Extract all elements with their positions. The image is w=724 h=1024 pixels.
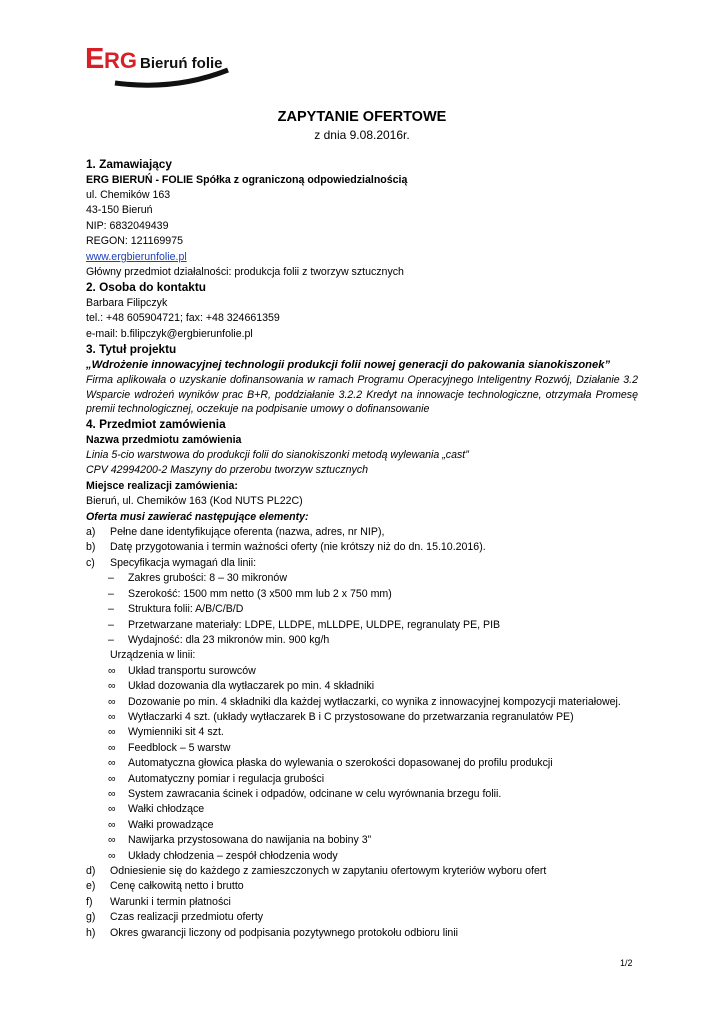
document-body [86,157,638,941]
spec-text: Zakres grubości: 8 – 30 mikronów [128,572,287,585]
spec-item [86,633,638,648]
company-name: ERG BIERUŃ - FOLIE Spółka z ograniczoną odpowiedzialnością [86,173,408,186]
logo-graphic [85,39,235,91]
device-text: Układ dozowania dla wytłaczarek po min. 4 składniki [128,680,375,693]
list-item-d [86,864,638,879]
place-label: Miejsce realizacji zamówienia: [86,479,238,492]
list-label: d) [86,865,96,877]
company-nip: NIP: 6832049439 [86,219,169,232]
company-street: ul. Chemików 163 [86,189,171,201]
company-logo [85,39,235,91]
order-name-label: Nazwa przedmiotu zamówienia [86,433,242,446]
list-label: f) [86,895,93,908]
list-label: h) [86,926,96,939]
website-link[interactable]: www.ergbierunfolie.pl [86,250,187,263]
device-item [86,772,638,787]
infinity-bullet: ∞ [108,757,116,770]
infinity-bullet: ∞ [108,849,116,862]
logo-letters-rg: RG [104,48,137,73]
spec-text: Struktura folii: A/B/C/B/D [128,603,244,616]
spec-item [86,618,638,633]
list-item-e [86,879,638,894]
contact-email: e-mail: b.filipczyk@ergbierunfolie.pl [86,327,253,340]
logo-name: Bieruń folie [140,55,223,72]
infinity-bullet: ∞ [108,695,116,708]
list-item-b [86,540,638,555]
device-text: Wałki chłodzące [128,803,205,816]
section-2-heading: 2. Osoba do kontaktu [86,280,206,295]
spec-item [86,587,638,602]
list-text: Cenę całkowitą netto i brutto [110,880,244,893]
contact-name: Barbara Filipczyk [86,297,168,310]
infinity-bullet: ∞ [108,664,116,677]
list-item-f [86,895,638,910]
device-item [86,802,638,817]
device-item [86,756,638,771]
devices-label: Urządzenia w linii: [110,649,196,662]
spec-text: Przetwarzane materiały: LDPE, LLDPE, mLLDPE, ULDPE, regranulaty PE, PIB [128,618,501,631]
project-description: Firma aplikowała o uzyskanie dofinansowania w ramach Programu Operacyjnego Inteligentny Rozwój, Działanie 3.2 Wsparcie wdrożeń wyników prac B+R, poddziałanie 3.2.2 Kredyt na innowacje technologiczne, otrzymała Promesę premii technologicznej, oczekuje na podpisanie umowy o dofinansowanie [86,374,638,416]
document-date: z dnia 9.08.2016r. [314,128,410,142]
company-activity: Główny przedmiot działalności: produkcja folii z tworzyw sztucznych [86,266,404,279]
device-item [86,833,638,848]
device-item [86,679,638,694]
device-item [86,695,638,710]
place-value: Bieruń, ul. Chemików 163 (Kod NUTS PL22C) [86,495,303,508]
spec-text: Wydajność: dla 23 mikronów min. 900 kg/h [128,633,330,646]
infinity-bullet: ∞ [108,834,116,847]
list-item-c [86,556,638,571]
device-item [86,710,638,725]
device-item [86,787,638,802]
device-text: Układ transportu surowców [128,664,256,677]
infinity-bullet: ∞ [108,787,116,800]
list-text: Datę przygotowania i termin ważności oferty (nie krótszy niż do dn. 15.10.2016). [110,541,486,554]
section-4-heading: 4. Przedmiot zamówienia [86,417,226,432]
device-item [86,741,638,756]
infinity-bullet: ∞ [108,741,116,754]
list-item-h [86,926,638,941]
project-title: „Wdrożenie innowacyjnej technologii produkcji folii nowej generacji do pakowania sianokiszonek” [86,358,611,371]
order-name-value: Linia 5-cio warstwowa do produkcji folii do sianokiszonki metodą wylewania „cast” [86,449,469,462]
device-text: Automatyczna głowica płaska do wylewania o szerokości dopasowanej do profilu produkcji [128,757,553,770]
dash-bullet: – [108,618,114,631]
list-text: Warunki i termin płatności [110,895,231,908]
company-regon: REGON: 121169975 [86,235,183,248]
dash-bullet: – [108,633,114,646]
dash-bullet: – [108,603,114,616]
list-text: Specyfikacja wymagań dla linii: [110,556,257,569]
device-text: Wałki prowadzące [128,818,214,831]
list-label: c) [86,556,95,569]
list-text: Pełne dane identyfikujące oferenta (nazwa, adres, nr NIP), [110,526,385,539]
dash-bullet: – [108,587,114,600]
offer-requirements-label: Oferta musi zawierać następujące elementy: [86,510,309,523]
infinity-bullet: ∞ [108,818,116,831]
device-text: Układy chłodzenia – zespół chłodzenia wody [128,849,338,862]
spec-item [86,571,638,586]
spec-item [86,602,638,617]
device-item [86,725,638,740]
device-item [86,818,638,833]
logo-letter-e: E [85,43,105,75]
list-label: e) [86,880,96,893]
infinity-bullet: ∞ [108,803,116,816]
dash-bullet: – [108,572,114,585]
list-text: Odniesienie się do każdego z zamieszczonych w zapytaniu ofertowym kryteriów wyboru ofert [110,865,547,877]
device-item [86,664,638,679]
device-item [86,849,638,864]
device-text: System zawracania ścinek i odpadów, odcinane w celu wyrównania brzegu folii. [128,787,502,800]
device-text: Wytłaczarki 4 szt. (układy wytłaczarek B i C przystosowane do przetwarzania regranulatów PE) [128,710,574,723]
page-number: 1/2 [620,958,633,968]
section-3-heading: 3. Tytuł projektu [86,342,177,357]
infinity-bullet: ∞ [108,680,116,693]
section-1-heading: 1. Zamawiający [86,157,172,171]
infinity-bullet: ∞ [108,772,116,785]
list-item-g [86,910,638,925]
list-item-a [86,525,638,540]
device-text: Automatyczny pomiar i regulacja grubości [128,772,325,785]
list-label: a) [86,526,96,539]
device-text: Feedblock – 5 warstw [128,741,231,754]
list-text: Czas realizacji przedmiotu oferty [110,911,264,924]
device-text: Wymienniki sit 4 szt. [128,726,224,739]
company-city: 43-150 Bieruń [86,204,153,217]
device-text: Nawijarka przystosowana do nawijania na bobiny 3” [128,834,372,847]
contact-phone: tel.: +48 605904721; fax: +48 324661359 [86,312,280,325]
infinity-bullet: ∞ [108,726,116,739]
document-title: ZAPYTANIE OFERTOWE [277,109,447,125]
spec-text: Szerokość: 1500 mm netto (3 x500 mm lub 2 x 750 mm) [128,587,392,600]
list-label: g) [86,911,96,924]
device-text: Dozowanie po min. 4 składniki dla każdej wytłaczarki, co wynika z innowacyjnej kompozycji materiałowej. [128,695,621,708]
list-text: Okres gwarancji liczony od podpisania pozytywnego protokołu odbioru linii [110,926,459,939]
list-label: b) [86,541,96,554]
infinity-bullet: ∞ [108,710,116,723]
order-cpv: CPV 42994200-2 Maszyny do przerobu tworzyw sztucznych [86,464,369,477]
